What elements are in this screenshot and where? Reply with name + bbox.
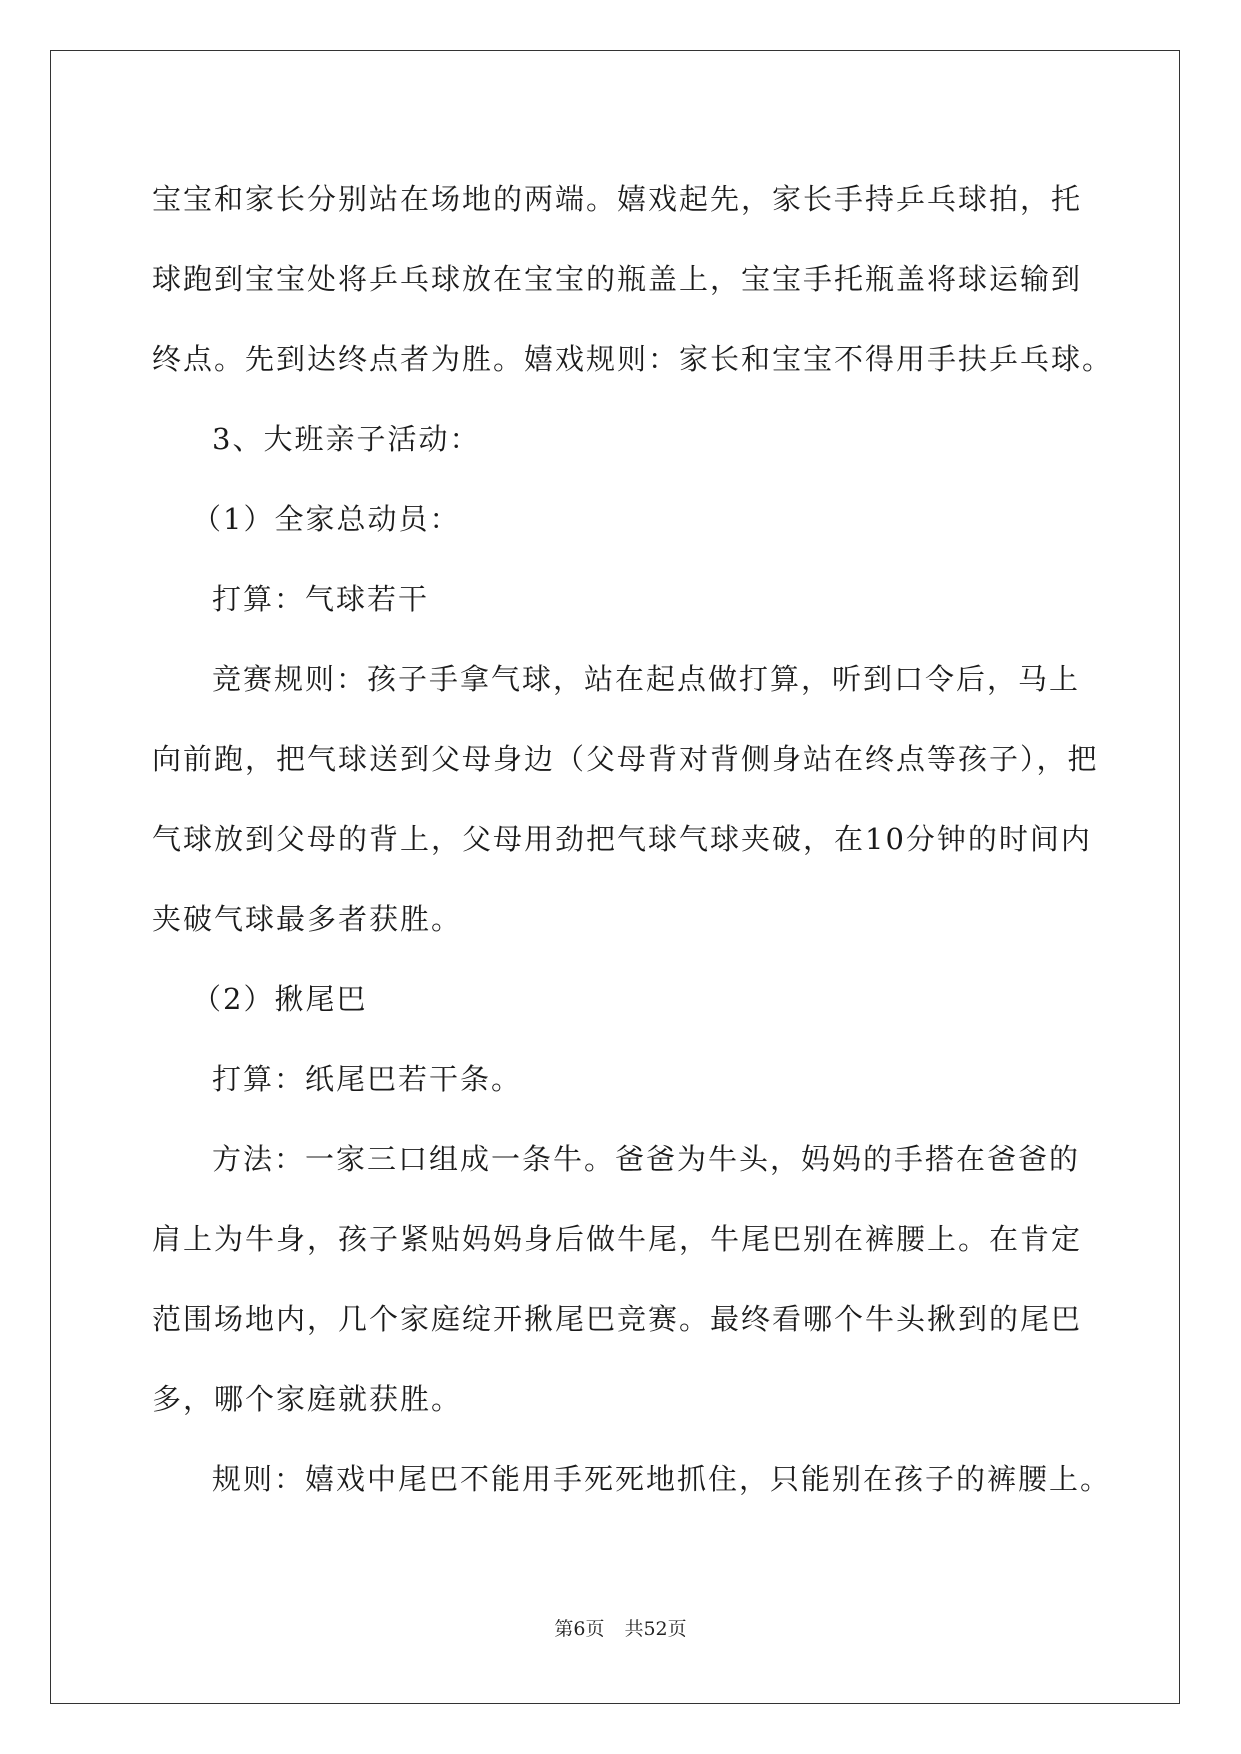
body-text [152,159,1114,1519]
text-line: 打算：气球若干 [212,582,430,616]
subsection-heading: （2）揪尾巴 [192,982,368,1016]
page-number: 第6页 [554,1618,605,1640]
text-line: 肩上为牛身，孩子紧贴妈妈身后做牛尾，牛尾巴别在裤腰上。在肯定 [152,1222,1083,1256]
text-line: 打算：纸尾巴若干条。 [212,1062,523,1096]
text-line: 球跑到宝宝处将乒乓球放在宝宝的瓶盖上，宝宝手托瓶盖将球运输到 [152,262,1083,296]
text-line: 范围场地内，几个家庭绽开揪尾巴竞赛。最终看哪个牛头揪到的尾巴 [152,1302,1083,1336]
text-line: 终点。先到达终点者为胜。嬉戏规则：家长和宝宝不得用手扶乒乓球。 [152,342,1114,376]
text-line: 向前跑，把气球送到父母身边（父母背对背侧身站在终点等孩子），把 [152,742,1099,776]
text-line: 方法：一家三口组成一条牛。爸爸为牛头，妈妈的手搭在爸爸的 [212,1142,1081,1176]
text-line: 竞赛规则：孩子手拿气球，站在起点做打算，听到口令后，马上 [212,662,1081,696]
text-line: 气球放到父母的背上，父母用劲把气球气球夹破，在10分钟的时间内 [152,822,1092,856]
section-heading: 3、大班亲子活动： [212,422,481,456]
text-line: 规则：嬉戏中尾巴不能用手死死地抓住，只能别在孩子的裤腰上。 [212,1462,1112,1496]
text-line: 宝宝和家长分别站在场地的两端。嬉戏起先，家长手持乒乓球拍，托 [152,182,1083,216]
page-footer [0,1614,1241,1641]
total-pages: 共52页 [624,1618,687,1640]
text-line: 夹破气球最多者获胜。 [152,902,463,936]
subsection-heading: （1）全家总动员： [192,502,461,536]
text-line: 多，哪个家庭就获胜。 [152,1382,463,1416]
